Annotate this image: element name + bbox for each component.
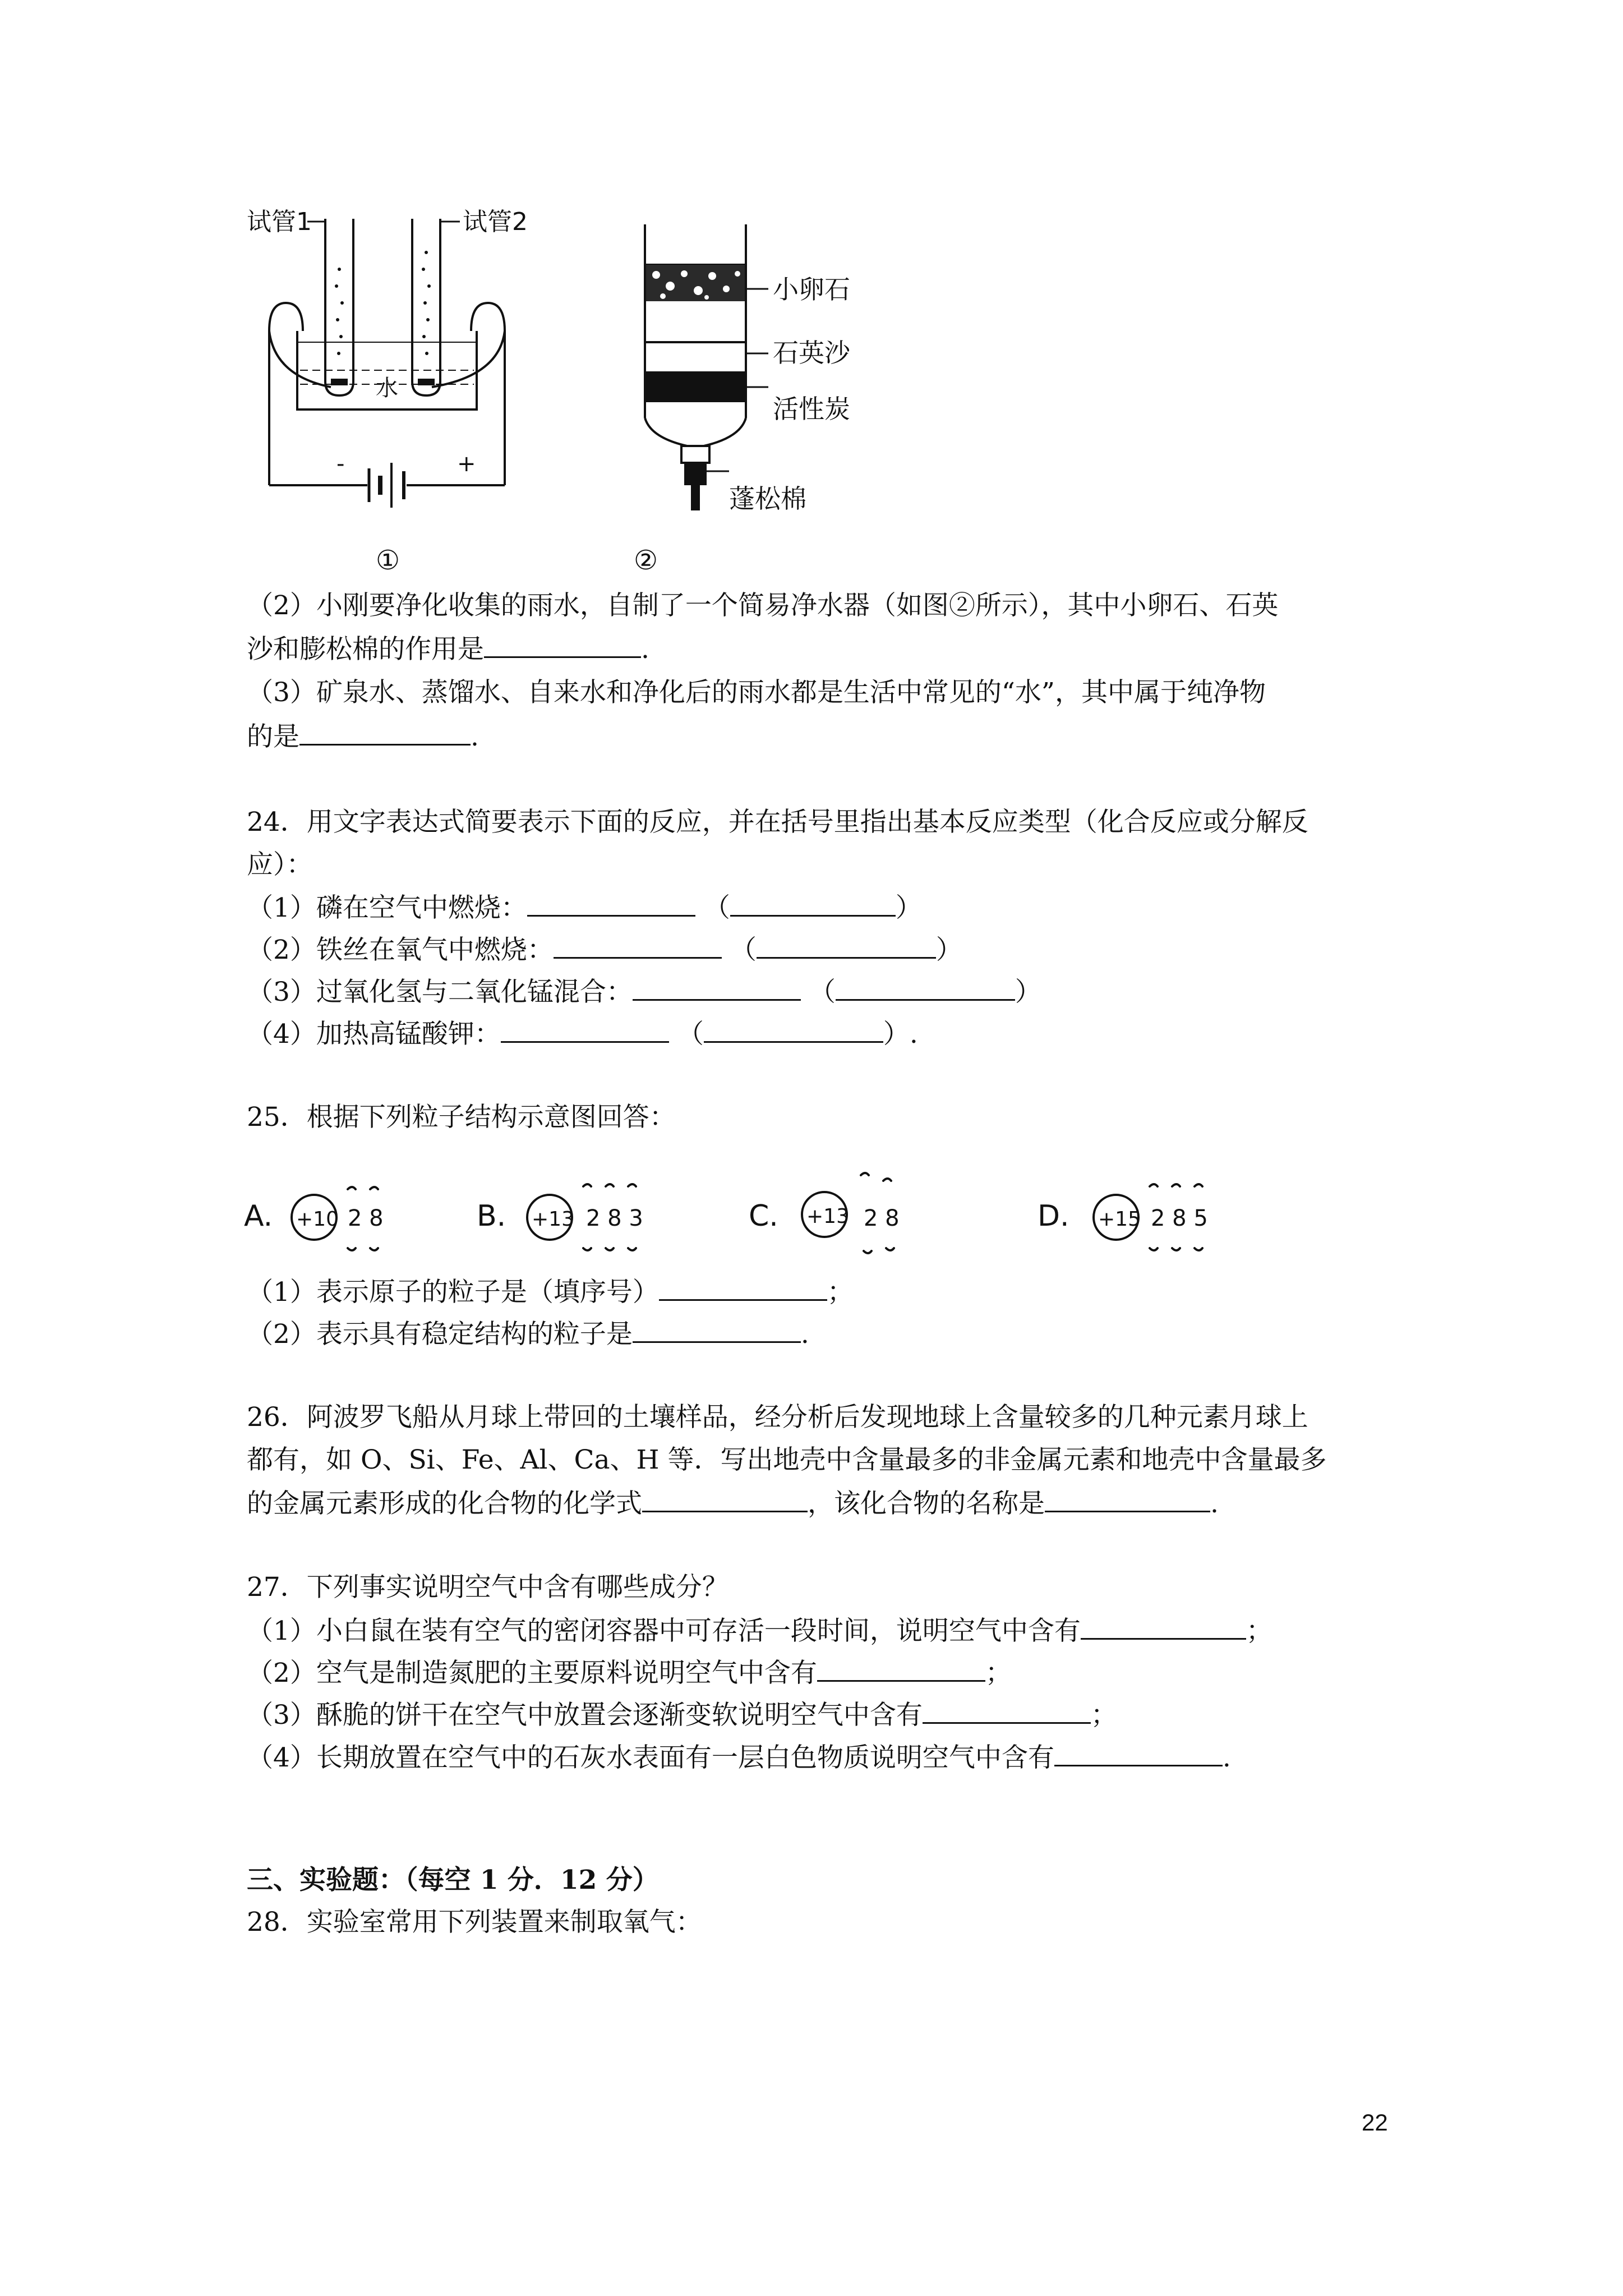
particle-diagrams [241, 1156, 1239, 1279]
water-label: 水 [376, 375, 398, 401]
answer-blank[interactable] [923, 1697, 1091, 1724]
section-3-heading: 三、实验题：（每空 1 分．12 分） [247, 1865, 659, 1895]
answer-blank[interactable] [642, 1486, 808, 1512]
q24-item-1: （1）磷在空气中燃烧： （ ） [247, 890, 922, 925]
answer-blank[interactable] [633, 974, 801, 1001]
q27-item-4: （4）长期放置在空气中的石灰水表面有一层白色物质说明空气中含有 . [247, 1740, 1231, 1775]
tube2-label: 试管2 [463, 208, 528, 236]
electrolysis-figure [241, 202, 555, 583]
answer-blank[interactable] [1045, 1486, 1210, 1512]
q24-item-4: （4）加热高锰酸钾： （ ）. [247, 1016, 918, 1051]
particle-c-nucleus: +13 [806, 1205, 849, 1228]
answer-blank[interactable] [501, 1016, 669, 1043]
answer-blank[interactable] [817, 1655, 985, 1682]
q27-item-2: （2）空气是制造氮肥的主要原料说明空气中含有 ； [247, 1655, 1012, 1690]
particle-d-nucleus: +15 [1098, 1208, 1141, 1231]
q25-stem: 25．根据下列粒子结构示意图回答： [247, 1102, 676, 1133]
answer-blank[interactable] [484, 632, 641, 658]
answer-blank[interactable] [1081, 1613, 1246, 1640]
cotton-label: 蓬松棉 [729, 484, 806, 514]
answer-blank[interactable] [1054, 1740, 1223, 1766]
q26-line3: 的金属元素形成的化合物的化学式 ，该化合物的名称是 . [247, 1486, 1219, 1521]
answer-blank[interactable] [633, 1317, 801, 1343]
particle-b-shells: 2 8 3 [586, 1205, 643, 1231]
activated-carbon-label: 活性炭 [773, 394, 850, 424]
particle-b-nucleus: +13 [532, 1208, 574, 1231]
q25-part2: （2）表示具有稳定结构的粒子是 . [247, 1317, 809, 1351]
q23-part3-line2: 的是 . [247, 719, 479, 754]
q24-item-3: （3）过氧化氢与二氧化锰混合： （ ） [247, 974, 1041, 1009]
answer-blank[interactable] [554, 932, 722, 959]
particle-c-shells: 2 8 [864, 1205, 900, 1231]
q24-stem-line1: 24．用文字表达式简要表示下面的反应，并在括号里指出基本反应类型（化合反应或分解反 [247, 807, 1308, 838]
q28-stem: 28．实验室常用下列装置来制取氧气： [247, 1907, 702, 1938]
q26-line2: 都有，如 O、Si、Fe、Al、Ca、H 等．写出地壳中含量最多的非金属元素和地壳中含量最多 [247, 1444, 1327, 1475]
q26-line1: 26．阿波罗飞船从月球上带回的土壤样品，经分析后发现地球上含量较多的几种元素月球上 [247, 1402, 1308, 1433]
particle-c-letter: C. [749, 1199, 778, 1233]
answer-blank[interactable] [704, 1016, 883, 1043]
particle-d-letter: D. [1038, 1199, 1069, 1233]
tube1-label: 试管1 [247, 208, 312, 236]
plus-label: + [457, 451, 476, 477]
q23-part2-line2: 沙和膨松棉的作用是 . [247, 632, 649, 666]
q23-part2-line1: （2）小刚要净化收集的雨水，自制了一个简易净水器（如图②所示），其中小卵石、石英 [247, 590, 1279, 621]
particle-a-shells: 2 8 [348, 1205, 384, 1231]
answer-blank[interactable] [527, 890, 695, 917]
answer-blank[interactable] [659, 1274, 827, 1301]
particle-a-letter: A. [244, 1199, 273, 1233]
q27-stem: 27．下列事实说明空气中含有哪些成分？ [247, 1572, 728, 1603]
answer-blank[interactable] [730, 890, 896, 917]
q24-item-2: （2）铁丝在氧气中燃烧： （ ） [247, 932, 962, 967]
answer-blank[interactable] [299, 719, 471, 746]
answer-blank[interactable] [836, 974, 1015, 1001]
q24-stem-line2: 应）： [247, 849, 313, 880]
minus-label: - [336, 451, 345, 477]
q25-part1: （1）表示原子的粒子是（填序号） ； [247, 1274, 854, 1309]
particle-a-nucleus: +10 [296, 1208, 339, 1231]
q27-item-3: （3）酥脆的饼干在空气中放置会逐渐变软说明空气中含有 ； [247, 1697, 1117, 1732]
purifier-figure [628, 213, 886, 583]
figure-caption-1: ① [376, 545, 400, 576]
answer-blank[interactable] [757, 932, 936, 959]
quartz-sand-label: 石英沙 [773, 338, 850, 368]
figure-caption-2: ② [634, 545, 658, 576]
q27-item-1: （1）小白鼠在装有空气的密闭容器中可存活一段时间，说明空气中含有 ； [247, 1613, 1272, 1648]
particle-d-shells: 2 8 5 [1151, 1205, 1208, 1231]
q23-part3-line1: （3）矿泉水、蒸馏水、自来水和净化后的雨水都是生活中常见的“水”，其中属于纯净物 [247, 677, 1266, 708]
page-number: 22 [1362, 2109, 1388, 2136]
particle-b-letter: B. [477, 1199, 506, 1233]
pebble-label: 小卵石 [773, 274, 850, 305]
